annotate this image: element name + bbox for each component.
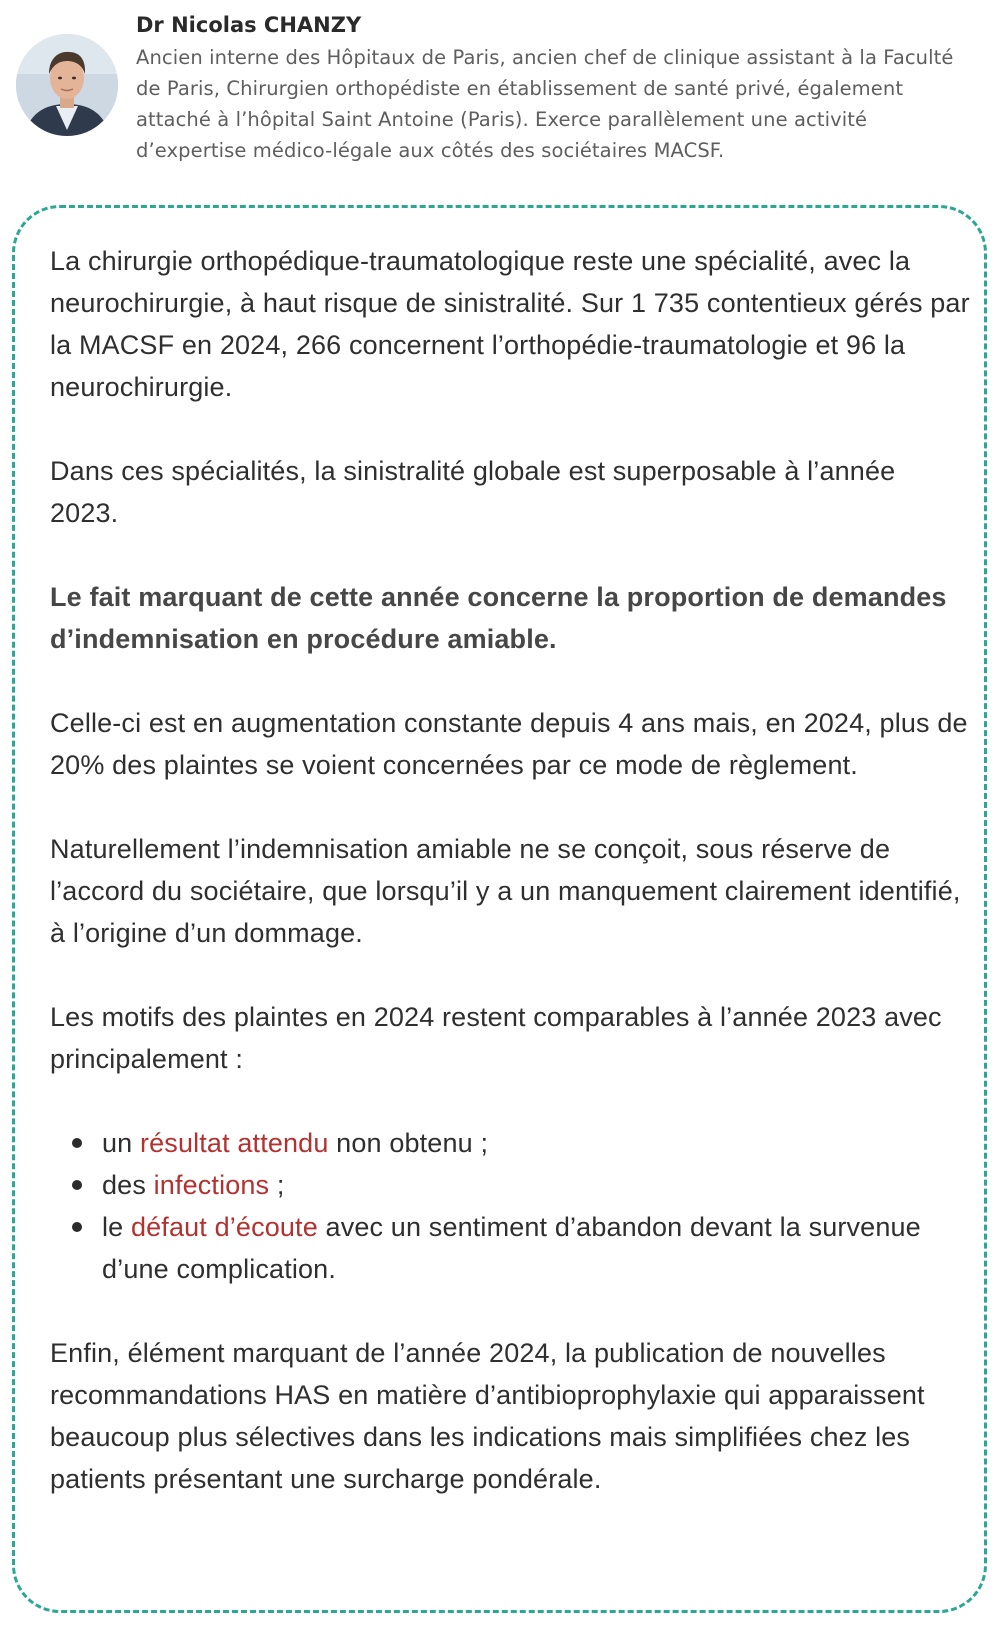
author-bio: Ancien interne des Hôpitaux de Paris, ancien chef de clinique assistant à la Faculté de Paris, Chirurgien orthopédiste en établissement de santé privé, également attaché à l’hôpital Saint Antoine (Paris). Exerce parallèlement une activité d’expertise médico-légale aux côtés des sociétaires MACSF. [136, 46, 954, 162]
list-item-prefix: un [102, 1128, 140, 1158]
list-item [50, 1122, 970, 1164]
article-paragraph: Naturellement l’indemnisation amiable ne se conçoit, sous réserve de l’accord du sociétaire, que lorsqu’il y a un manquement clairement identifié, à l’origine d’un dommage. [50, 834, 961, 948]
list-item-keyword: résultat attendu [139, 1128, 329, 1158]
author-avatar [16, 34, 118, 136]
bullet-icon [72, 1180, 82, 1190]
bullet-icon [72, 1222, 82, 1232]
article-paragraph: Les motifs des plaintes en 2024 restent comparables à l’année 2023 avec principalement : [50, 1002, 942, 1074]
article-paragraph: Celle-ci est en augmentation constante depuis 4 ans mais, en 2024, plus de 20% des plaintes se voient concernées par ce mode de règlement. [50, 708, 968, 780]
article-body [50, 240, 970, 1542]
list-item-keyword: défaut d’écoute [130, 1212, 318, 1242]
list-item-suffix: avec un sentiment d’abandon devant la survenue d’une complication. [102, 1212, 921, 1284]
list-item [50, 1206, 970, 1290]
list-item [50, 1164, 970, 1206]
list-item-suffix: ; [269, 1170, 285, 1200]
list-item-prefix: le [102, 1212, 131, 1242]
article-paragraph: Dans ces spécialités, la sinistralité globale est superposable à l’année 2023. [50, 456, 896, 528]
list-item-prefix: des [102, 1170, 154, 1200]
list-item-keyword: infections [153, 1170, 270, 1200]
complaint-reasons-list [50, 1122, 970, 1290]
bullet-icon [72, 1138, 82, 1148]
article-paragraph: La chirurgie orthopédique-traumatologique reste une spécialité, avec la neurochirurgie, à haut risque de sinistralité. Sur 1 735 contentieux gérés par la MACSF en 2024, 266 concernent l’orthopédie-traumatologie et 96 la neurochirurgie. [50, 246, 970, 402]
author-portrait-image [16, 34, 118, 136]
article-highlight-paragraph: Le fait marquant de cette année concerne la proportion de demandes d’indemnisation en procédure amiable. [50, 582, 947, 654]
author-name: Dr Nicolas CHANZY [136, 13, 362, 37]
list-item-suffix: non obtenu ; [328, 1128, 489, 1158]
article-paragraph: Enfin, élément marquant de l’année 2024, la publication de nouvelles recommandations HAS en matière d’antibioprophylaxie qui apparaissent beaucoup plus sélectives dans les indications mais simplifiées chez les patients présentant une surcharge pondérale. [50, 1338, 925, 1494]
